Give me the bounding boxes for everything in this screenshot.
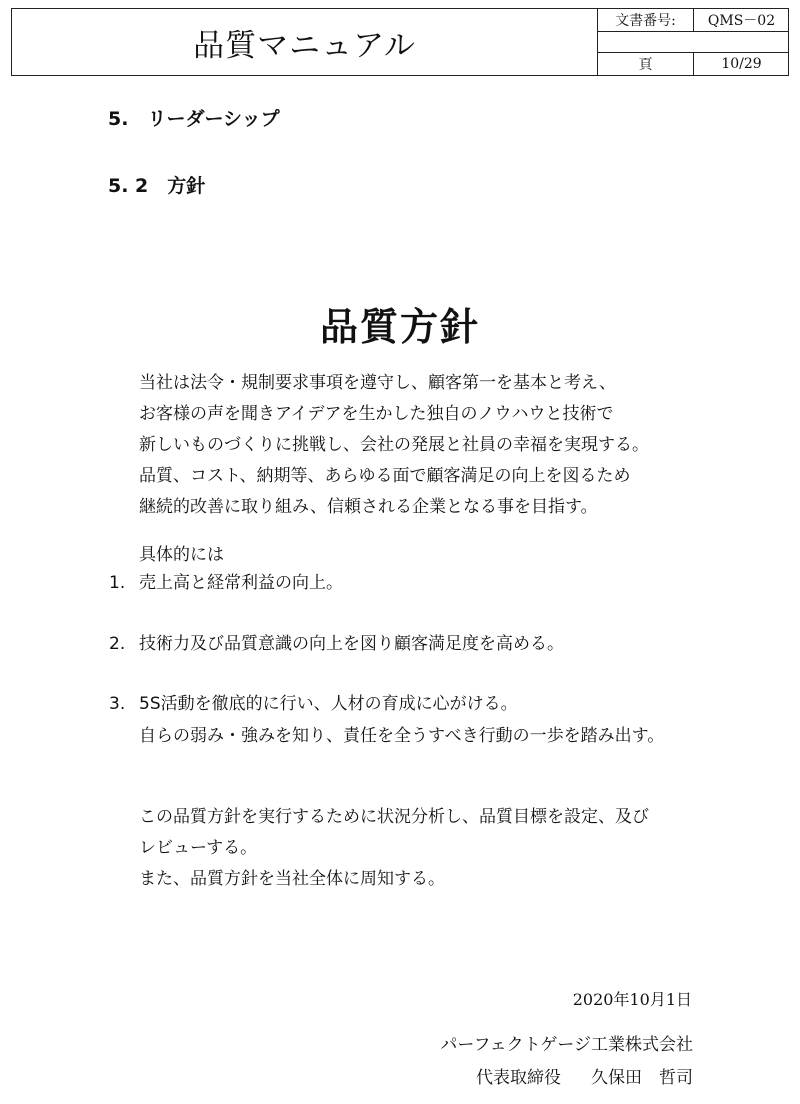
doc-number-row [598, 9, 788, 32]
item-number: 3. [109, 694, 126, 714]
closing-line: この品質方針を実行するために状況分析し、品質目標を設定、及び [139, 807, 649, 827]
item-number: 2. [109, 634, 126, 654]
specific-label: 具体的には [139, 545, 224, 565]
representative-name: 久保田 哲司 [591, 1068, 693, 1088]
intro-line: 当社は法令・規制要求事項を遵守し、顧客第一を基本と考え、 [139, 373, 617, 393]
policy-intro [139, 368, 649, 523]
closing-line: また、品質方針を当社全体に周知する。 [139, 869, 445, 889]
intro-line: お客様の声を聞きアイデアを生かした独自のノウハウと技術で [139, 404, 614, 424]
issue-date: 2020年10月1日 [572, 990, 692, 1009]
representative-role: 代表取締役 [476, 1068, 561, 1088]
item-text: 売上高と経常利益の向上。 [139, 573, 343, 593]
doc-number-value: QMS－02 [707, 13, 776, 29]
document-meta-table [597, 9, 788, 75]
section-heading: 5. リーダーシップ [108, 108, 280, 130]
doc-number-label: 文書番号: [598, 9, 694, 31]
policy-title: 品質方針 [319, 305, 480, 349]
intro-line: 継続的改善に取り組み、信頼される企業となる事を目指す。 [139, 497, 598, 517]
item-text: 自らの弱み・強みを知り、責任を全うすべき行動の一歩を踏み出す。 [139, 726, 665, 746]
blank-row [598, 32, 788, 53]
item-text: 5S活動を徹底的に行い、人材の育成に心がける。 [139, 694, 518, 714]
subsection-heading: 5. 2 方針 [108, 175, 206, 197]
company-name: パーフェクトゲージ工業株式会社 [440, 1035, 693, 1055]
page-label: 頁 [598, 53, 694, 75]
page-value: 10/29 [721, 56, 762, 72]
policy-closing [139, 802, 649, 895]
item-text: 技術力及び品質意識の向上を図り顧客満足度を高める。 [139, 634, 564, 654]
document-header [11, 8, 789, 76]
representative [476, 1063, 693, 1088]
closing-line: レビューする。 [139, 838, 258, 858]
item-number: 1. [109, 573, 126, 593]
document-title: 品質マニュアル [193, 27, 416, 64]
intro-line: 品質、コスト、納期等、あらゆる面で顧客満足の向上を図るため [139, 466, 631, 486]
intro-line: 新しいものづくりに挑戦し、会社の発展と社員の幸福を実現する。 [139, 435, 649, 455]
page-row [598, 53, 788, 75]
